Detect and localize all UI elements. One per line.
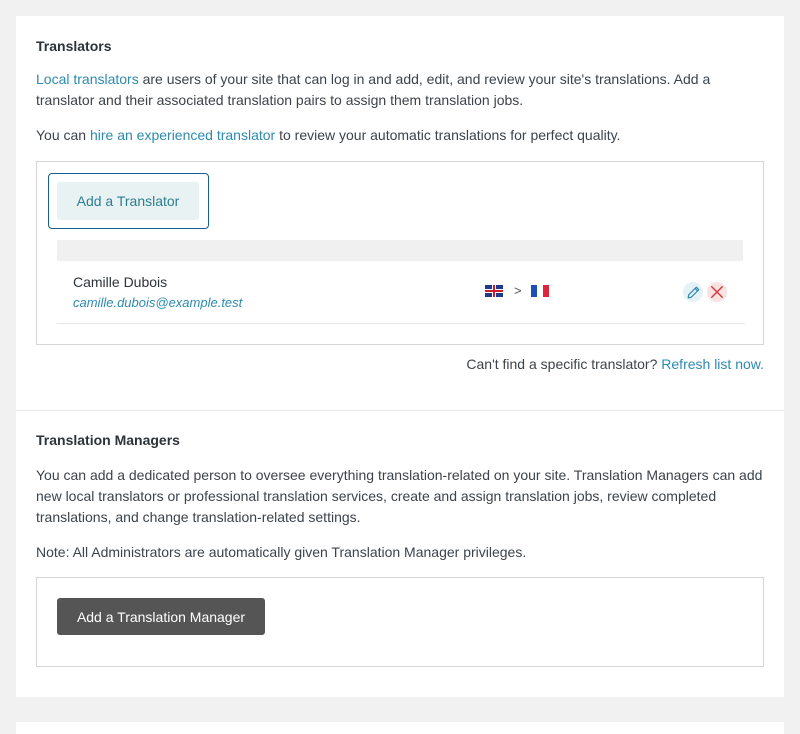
managers-description: You can add a dedicated person to oversee everything translation-related on your site. Translation Managers can add new local translators or professional translation services, create and assign translation jobs, review completed translations, and change translation-related settings.	[36, 467, 763, 525]
translation-managers-panel	[16, 410, 784, 697]
delete-translator-button[interactable]	[707, 282, 727, 302]
managers-note: Note: All Administrators are automatically given Translation Manager privileges.	[36, 544, 527, 560]
translators-table-header	[57, 240, 743, 261]
add-translator-focus-ring	[48, 173, 209, 229]
translators-intro-text: are users of your site that can log in and add, edit, and review your site's translations. Add a translator and their associated translation pairs to assign them translation jobs.	[36, 71, 711, 108]
refresh-translators-line	[466, 356, 764, 372]
fr-flag-icon	[531, 285, 549, 297]
hire-prefix: You can	[36, 127, 90, 143]
translator-row	[57, 262, 745, 324]
translator-email[interactable]: camille.dubois@example.test	[73, 295, 243, 310]
refresh-prefix: Can't find a specific translator?	[466, 356, 662, 372]
edit-translator-button[interactable]	[683, 282, 703, 302]
translator-name: Camille Dubois	[73, 274, 168, 290]
translators-intro	[36, 69, 766, 111]
hire-translator-text	[36, 125, 766, 146]
add-translator-button[interactable]: Add a Translator	[57, 182, 199, 220]
translators-title: Translators	[36, 38, 112, 54]
next-panel	[16, 722, 784, 734]
hire-suffix: to review your automatic translations for perfect quality.	[275, 127, 621, 143]
add-translation-manager-button[interactable]: Add a Translation Manager	[57, 598, 265, 635]
local-translators-link[interactable]: Local translators	[36, 71, 139, 87]
uk-flag-icon	[485, 285, 503, 297]
translators-box	[36, 161, 764, 345]
managers-box	[36, 577, 764, 667]
pencil-icon	[687, 286, 700, 299]
hire-translator-link[interactable]: hire an experienced translator	[89, 127, 276, 143]
language-pair-separator: >	[514, 283, 522, 298]
managers-title: Translation Managers	[36, 432, 180, 448]
refresh-list-link[interactable]: Refresh list now.	[661, 356, 764, 372]
close-icon	[710, 285, 724, 299]
translators-panel	[16, 16, 784, 410]
